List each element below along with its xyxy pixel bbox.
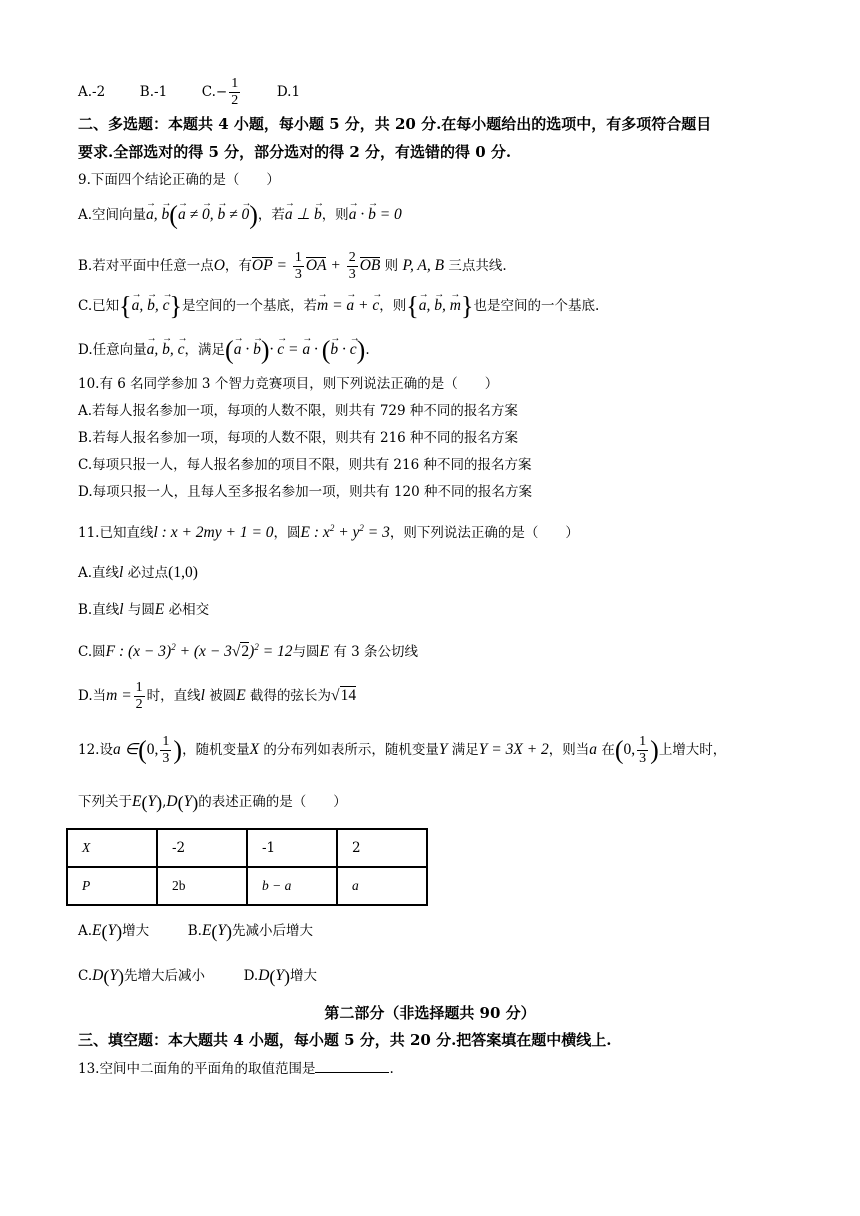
q12-option-d: D.D(Y)增大 (243, 966, 318, 987)
section3-heading: 三、填空题：本大题共 4 小题，每小题 5 分，共 20 分.把答案填在题中横线上. (78, 1031, 612, 1049)
q10-option-b: B.若每人报名参加一项，每项的人数不限，则共有 216 种不同的报名方案 (78, 430, 519, 446)
q9-stem: 9.下面四个结论正确的是（ ） (78, 172, 280, 188)
answer-blank[interactable] (315, 1058, 389, 1073)
q10-option-c: C.每项只报一人，每人报名参加的项目不限，则共有 216 种不同的报名方案 (78, 457, 532, 473)
q10-option-d: D.每项只报一人，且每人至多报名参加一项，则共有 120 种不同的报名方案 (78, 484, 532, 500)
q13-stem: 13.空间中二面角的平面角的取值范围是 . (78, 1058, 394, 1079)
q10-option-a: A.若每人报名参加一项，每项的人数不限，则共有 729 种不同的报名方案 (78, 403, 518, 419)
table-cell: 2 (337, 829, 427, 867)
q12-stem: 12.设a ∈(0, $\frac{1}{3}$ )，随机变量X 的分布列如表所示，随机变量Y 满足Y = 3X + 2，则当a 在(0, $\frac{1}{3}$ )上增大时， (78, 734, 727, 766)
q8-option-a: A.-2 (78, 84, 106, 100)
q8-options (78, 76, 300, 109)
table-row (67, 867, 427, 905)
table-cell: 2b (157, 867, 247, 905)
q12-option-b: B.E(Y)先减小后增大 (187, 921, 314, 942)
q12-option-a: A.E(Y)增大 (78, 921, 150, 942)
q12-options-ab (78, 921, 313, 942)
q11-stem: 11.已知直线l : x + 2my + 1 = 0，圆E : $x^2 + y^2 = 3$，则下列说法正确的是（ ） (78, 523, 579, 542)
q9-option-a: A.空间向量→ a, → b(→ a ≠ → 0, → b ≠ → 0)，若→ a ⊥ → b，则→ a · → b = 0 (78, 205, 402, 226)
section2-heading-line1: 二、多选题：本题共 4 小题，每小题 5 分，共 20 分.在每小题给出的选项中，有多项符合题目 (78, 115, 712, 133)
q12-stem-line2: 下列关于E(Y),D(Y)的表述正确的是（ ） (78, 792, 347, 813)
table-cell: -1 (247, 829, 337, 867)
q11-option-c: C.圆F : $(x - 3)^2 + (x - 3√2)^2 = 12$与圆E 有 3 条公切线 (78, 642, 418, 661)
table-cell: a (337, 867, 427, 905)
q11-option-a: A.直线l 必过点(1,0) (78, 564, 198, 581)
q10-stem: 10.有 6 名同学参加 3 个智力竞赛项目，则下列说法正确的是（ ） (78, 376, 499, 392)
section2-heading-line2: 要求.全部选对的得 5 分，部分选对的得 2 分，有选错的得 0 分. (78, 143, 512, 161)
table-row (67, 829, 427, 867)
q9-option-d: D.任意向量→ a, → b, → c，满足(→ a · → b)· → c = → a · (→ b · → c). (78, 340, 370, 361)
table-cell: b − a (247, 867, 337, 905)
q8-option-c: C.− $\frac{1}{2}$ (201, 76, 239, 108)
q9-option-b: B.若对平面中任意一点O，有OP = $\frac{1}{3}$ OA + $\frac{2}{3}$ OB 则 P, A, B 三点共线. (78, 250, 507, 282)
q8-option-b: B.-1 (139, 84, 168, 100)
q8-option-d: D.1 (276, 84, 301, 100)
q12-options-cd (78, 966, 317, 987)
table-cell: X (67, 829, 157, 867)
distribution-table (66, 828, 428, 906)
q11-option-d: D.当m = $\frac{1}{2}$ 时，直线l 被圆E 截得的弦长为√14 (78, 680, 357, 712)
part2-title: 第二部分（非选择题共 90 分） (324, 1004, 536, 1022)
q12-option-c: C.D(Y)先增大后减小 (78, 966, 205, 987)
table-cell: P (67, 867, 157, 905)
q9-option-c: C.已知{→ a, → b, → c}是空间的一个基底，若→ m = → a + → c，则{→ a, → b, → m}也是空间的一个基底. (78, 296, 599, 317)
q11-option-b: B.直线l 与圆E 必相交 (78, 601, 210, 618)
table-cell: -2 (157, 829, 247, 867)
